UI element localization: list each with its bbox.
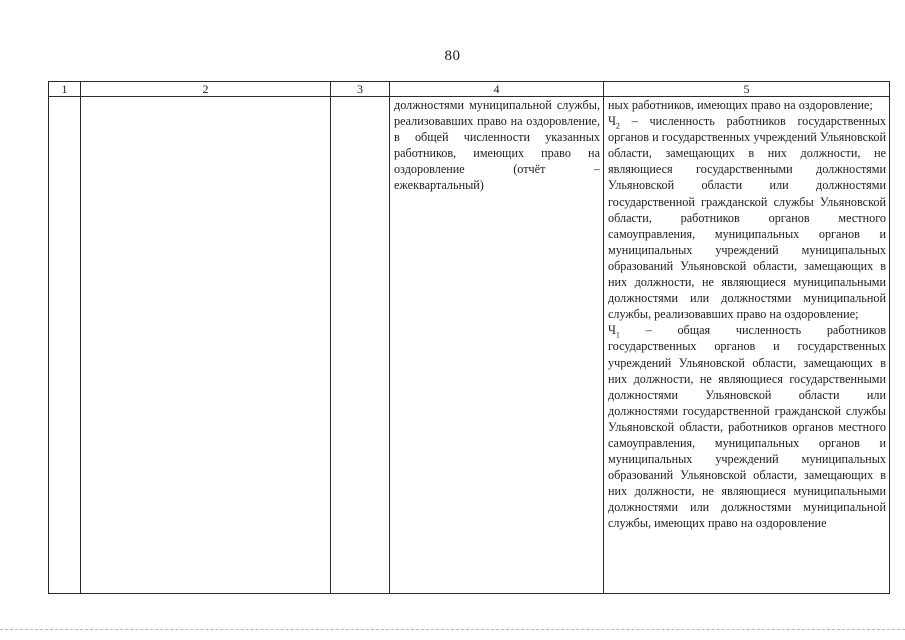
formula-explanation (604, 97, 889, 532)
cell-col-3 (331, 97, 390, 594)
cell-col-4 (390, 97, 604, 594)
page-number: 80 (444, 48, 461, 64)
ch2-symbol: Ч (608, 114, 616, 129)
ch1-text: – общая численность работников государственных органов и государственных учреждений Ульяновской области, замещающих в них должности, не являющиеся государственными должностями Ульяновской области или должностями государственной гражданской службы Ульяновской области, работников органов местного самоуправления, муниципальных органов и муниципальных учреждений муниципальных образований Ульяновской области, замещающих в них должности, не являющиеся муниципальными должностями или должностями муниципальной службы, имеющих право на оздоровление (608, 323, 886, 531)
cell-col-1 (49, 97, 81, 594)
column-header-1: 1 (49, 82, 81, 97)
ch1-subscript: 1 (615, 330, 620, 340)
cell-col-2 (81, 97, 331, 594)
document-table (48, 81, 890, 594)
scan-edge-line (0, 629, 905, 631)
cell-col-5 (604, 97, 890, 594)
formula-intro-text: ных работников, имеющих право на оздоровление; (608, 98, 873, 112)
ch2-subscript: 2 (615, 121, 620, 131)
ch2-definition (608, 113, 886, 322)
indicator-description-text: должностями муниципальной службы, реализовавших право на оздоровление, в общей численности указанных работников, имеющих право на оздоровление (отчёт – ежеквартальный) (394, 98, 600, 193)
table-row (49, 97, 890, 594)
ch1-symbol: Ч (608, 323, 616, 338)
column-header-4: 4 (390, 82, 604, 97)
table-header-row (49, 82, 890, 97)
column-header-2: 2 (81, 82, 331, 97)
column-header-5: 5 (604, 82, 890, 97)
ch2-text: – численность работников государственных органов и государственных учреждений Ульяновской области, замещающих в них должности, не являющиеся государственными должностями Ульяновской области или должностями государственной гражданской службы Ульяновской области, работников органов местного самоуправления, муниципальных органов и муниципальных учреждений муниципальных образований Ульяновской области, замещающих в них должности, не являющиеся муниципальными должностями или должностями муниципальной службы, реализовавших право на оздоровление; (608, 114, 886, 322)
column-header-3: 3 (331, 82, 390, 97)
ch1-definition (608, 322, 886, 531)
